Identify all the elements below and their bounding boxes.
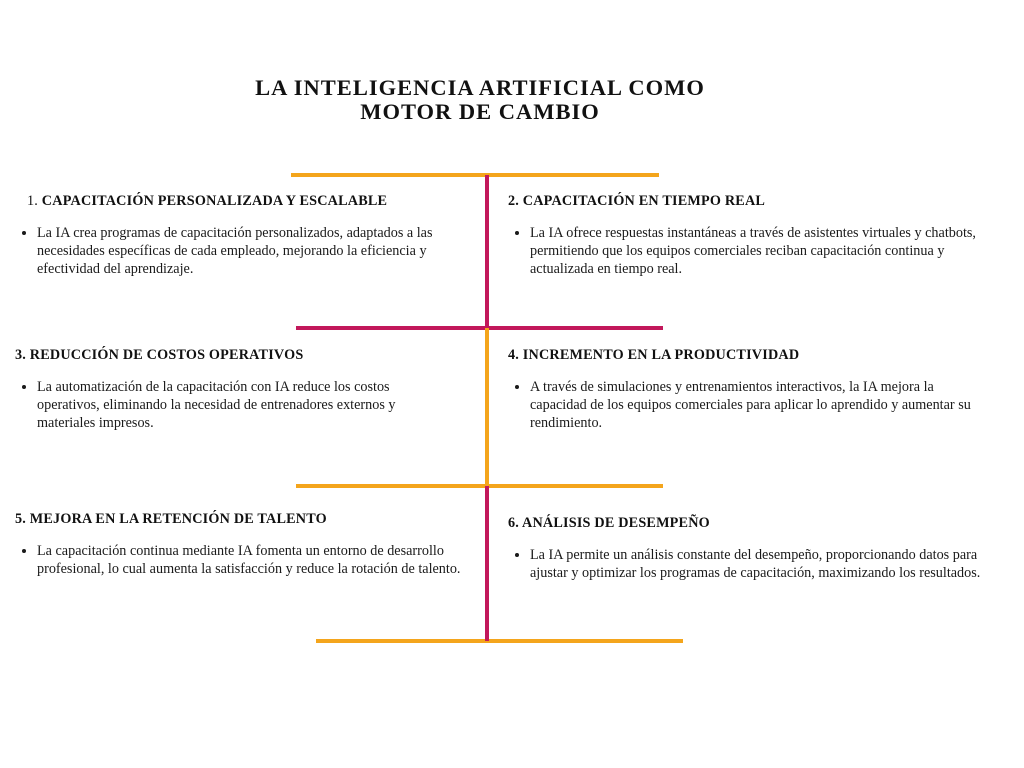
vertical-divider-3 [485,486,489,641]
section-2-bullet: • La IA ofrece respuestas instantáneas a través de asistentes virtuales y chatbots, permitiendo que los equipos comerciales reciban capacitación continua y actualizada en tiempo real. [530,224,988,278]
section-4-bullet: • A través de simulaciones y entrenamientos interactivos, la IA mejora la capacidad de los equipos comerciales para aplicar lo aprendido y aumentar su rendimiento. [530,378,988,432]
section-6-list [508,546,988,582]
section-1-list [15,224,482,278]
section-3-heading: 3. REDUCCIÓN DE COSTOS OPERATIVOS [15,347,304,363]
section-3-bullet: • La automatización de la capacitación con IA reduce los costos operativos, eliminando la necesidad de entrenadores externos y materiales impresos. [37,378,455,432]
section-1 [27,193,482,278]
title-line-2: MOTOR DE CAMBIO [360,99,600,124]
divider-top [291,173,659,177]
section-4 [508,347,988,432]
section-5 [15,511,470,578]
page-title [0,76,960,124]
section-3 [15,347,455,432]
section-6-heading: 6. ANÁLISIS DE DESEMPEÑO [508,515,710,531]
vertical-divider-2 [485,328,489,486]
section-1-bullet: • La IA crea programas de capacitación personalizados, adaptados a las necesidades específicas de cada empleado, mejorando la eficiencia y efectividad del aprendizaje. [37,224,482,278]
divider-bottom [316,639,683,643]
section-6 [508,515,988,582]
title-line-1: LA INTELIGENCIA ARTIFICIAL COMO [255,75,705,100]
section-2-heading: 2. CAPACITACIÓN EN TIEMPO REAL [508,193,766,209]
divider-row-1 [296,326,663,330]
vertical-divider-1 [485,175,489,328]
section-2 [508,193,988,278]
section-2-list [508,224,988,278]
section-1-number: 1. [27,193,39,209]
section-1-heading [27,193,482,210]
section-5-bullet: • La capacitación continua mediante IA fomenta un entorno de desarrollo profesional, lo cual aumenta la satisfacción y reduce la rotación de talento. [37,542,470,578]
section-4-heading: 4. INCREMENTO EN LA PRODUCTIVIDAD [508,347,800,363]
divider-row-2 [296,484,663,488]
section-5-heading: 5. MEJORA EN LA RETENCIÓN DE TALENTO [15,511,327,527]
section-3-list [15,378,455,432]
section-5-list [15,542,470,578]
section-4-list [508,378,988,432]
section-1-title: CAPACITACIÓN PERSONALIZADA Y ESCALABLE [41,193,388,209]
section-6-bullet: • La IA permite un análisis constante del desempeño, proporcionando datos para ajustar y optimizar los programas de capacitación, maximizando los resultados. [530,546,988,582]
